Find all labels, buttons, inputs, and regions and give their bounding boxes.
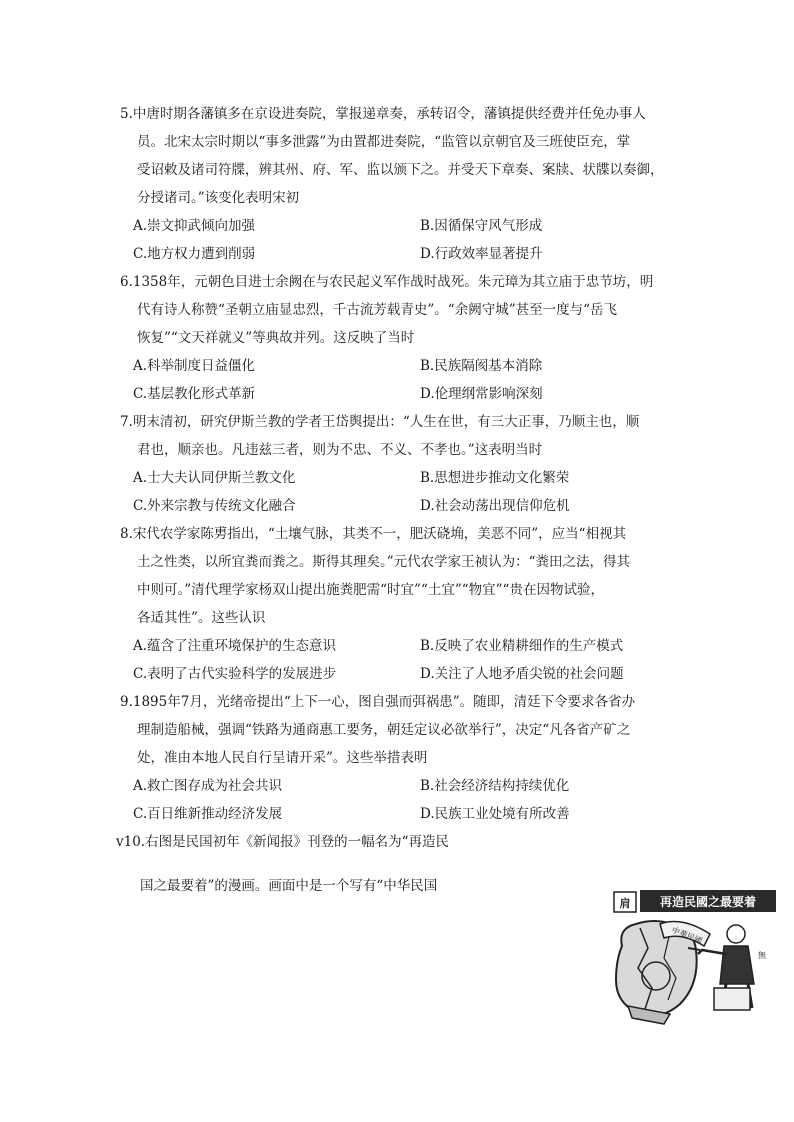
question-8-option-d[interactable]: D.关注了人地矛盾尖锐的社会问题 xyxy=(420,666,624,682)
question-5-line-1: 5.中唐时期各藩镇多在京设进奏院，掌报递章奏，承转诏令，藩镇提供经费并任免办事人 xyxy=(120,106,646,122)
question-8-option-c[interactable]: C.表明了古代实验科学的发展进步 xyxy=(133,666,337,682)
question-5-line-2: 员。北宋太宗时期以“事多泄露”为由置都进奏院，“监管以京朝官及三班使臣充，掌 xyxy=(137,134,631,150)
question-9-option-d[interactable]: D.民族工业处境有所改善 xyxy=(420,806,570,822)
question-5-option-c[interactable]: C.地方权力遭到削弱 xyxy=(133,246,256,262)
question-6-line-1: 6.1358年，元朝色目进士余阙在与农民起义军作战时战死。朱元璋为其立庙于忠节坊，明 xyxy=(120,274,654,290)
question-5-option-a[interactable]: A.崇文抑武倾向加强 xyxy=(133,218,256,234)
cartoon-box xyxy=(714,988,750,1010)
question-6-line-2: 代有诗人称赞“圣朝立庙显忠烈，千古流芳载青史”。“余阙守城”甚至一度与“岳飞 xyxy=(137,302,618,318)
cartoon-man-head xyxy=(727,925,745,943)
cartoon-illustration xyxy=(610,888,778,1028)
question-9-line-2: 理制造船械，强调“铁路为通商惠工要务，朝廷定议必欲举行”，决定“凡各省产矿之 xyxy=(137,722,631,738)
question-9-option-a[interactable]: A.救亡图存成为社会共识 xyxy=(133,778,283,794)
question-6-line-3: 恢复”“文天祥就义”等典故并列。这反映了当时 xyxy=(137,330,415,346)
cartoon-title: 再造民國之最要着 xyxy=(659,895,757,909)
question-6-option-a[interactable]: A.科举制度日益僵化 xyxy=(133,358,256,374)
cartoon-scroll-text: 中華民國 xyxy=(670,925,704,946)
question-7-option-d[interactable]: D.社会动荡出现信仰危机 xyxy=(420,498,570,514)
question-7-line-1: 7.明末清初，研究伊斯兰教的学者王岱舆提出：“人生在世，有三大正事，乃顺主也，顺 xyxy=(120,414,640,430)
question-7-option-b[interactable]: B.思想进步推动文化繁荣 xyxy=(420,470,570,486)
cartoon-man-arm xyxy=(698,950,726,954)
question-7-option-c[interactable]: C.外来宗教与传统文化融合 xyxy=(133,498,296,514)
question-6-option-b[interactable]: B.民族隔阂基本消除 xyxy=(420,358,543,374)
question-10-line-1: v10.右图是民国初年《新闻报》刊登的一幅名为“再造民 xyxy=(116,834,449,850)
question-7-option-a[interactable]: A.士大夫认同伊斯兰教文化 xyxy=(133,470,296,486)
question-9-line-1: 9.1895年7月，光绪帝提出“上下一心，图自强而弭祸患”。随即，清廷下令要求各省办 xyxy=(120,694,636,710)
cartoon-man-body xyxy=(720,946,754,984)
question-6-option-c[interactable]: C.基层教化形式革新 xyxy=(133,386,256,402)
question-9-option-b[interactable]: B.社会经济结构持续优化 xyxy=(420,778,570,794)
question-7-line-2: 君也，顺亲也。凡违兹三者，则为不忠、不义、不孝也。”这表明当时 xyxy=(137,442,543,458)
question-6-option-d[interactable]: D.伦理纲常影响深刻 xyxy=(420,386,543,402)
question-9-line-3: 处，准由本地人民自行呈请开采”。这些举措表明 xyxy=(137,750,428,766)
question-8-line-3: 中则可。”清代理学家杨双山提出施粪肥需“时宜”“土宜”“物宜”“贵在因物试验， xyxy=(137,582,604,598)
question-10-line-2: 国之最要着”的漫画。画面中是一个写有“中华民国 xyxy=(140,878,438,894)
question-5-option-b[interactable]: B.因循保守风气形成 xyxy=(420,218,543,234)
question-5-line-4: 分授诸司。”该变化表明宋初 xyxy=(137,190,300,206)
question-8-option-a[interactable]: A.蕴含了注重环境保护的生态意识 xyxy=(133,638,337,654)
question-8-line-2: 土之性类，以所宜粪而粪之。斯得其理矣。”元代农学家王祯认为：“粪田之法，得其 xyxy=(137,554,631,570)
cartoon-tag: 肩 xyxy=(619,897,631,910)
question-8-option-b[interactable]: B.反映了农业精耕细作的生产模式 xyxy=(420,638,624,654)
cartoon-side-text: 無 xyxy=(758,951,766,960)
question-8-line-1: 8.宋代农学家陈旉指出，“土壤气脉，其类不一，肥沃硗埆，美恶不同”，应当“相视其 xyxy=(120,526,627,542)
question-5-option-d[interactable]: D.行政效率显著提升 xyxy=(420,246,543,262)
question-8-line-4: 各适其性”。这些认识 xyxy=(137,610,266,626)
question-5-line-3: 受诏敕及诸司符牒，辨其州、府、军、监以颁下之。并受天下章奏、案牍、状牒以奏御， xyxy=(137,162,664,178)
question-9-option-c[interactable]: C.百日维新推动经济发展 xyxy=(133,806,283,822)
